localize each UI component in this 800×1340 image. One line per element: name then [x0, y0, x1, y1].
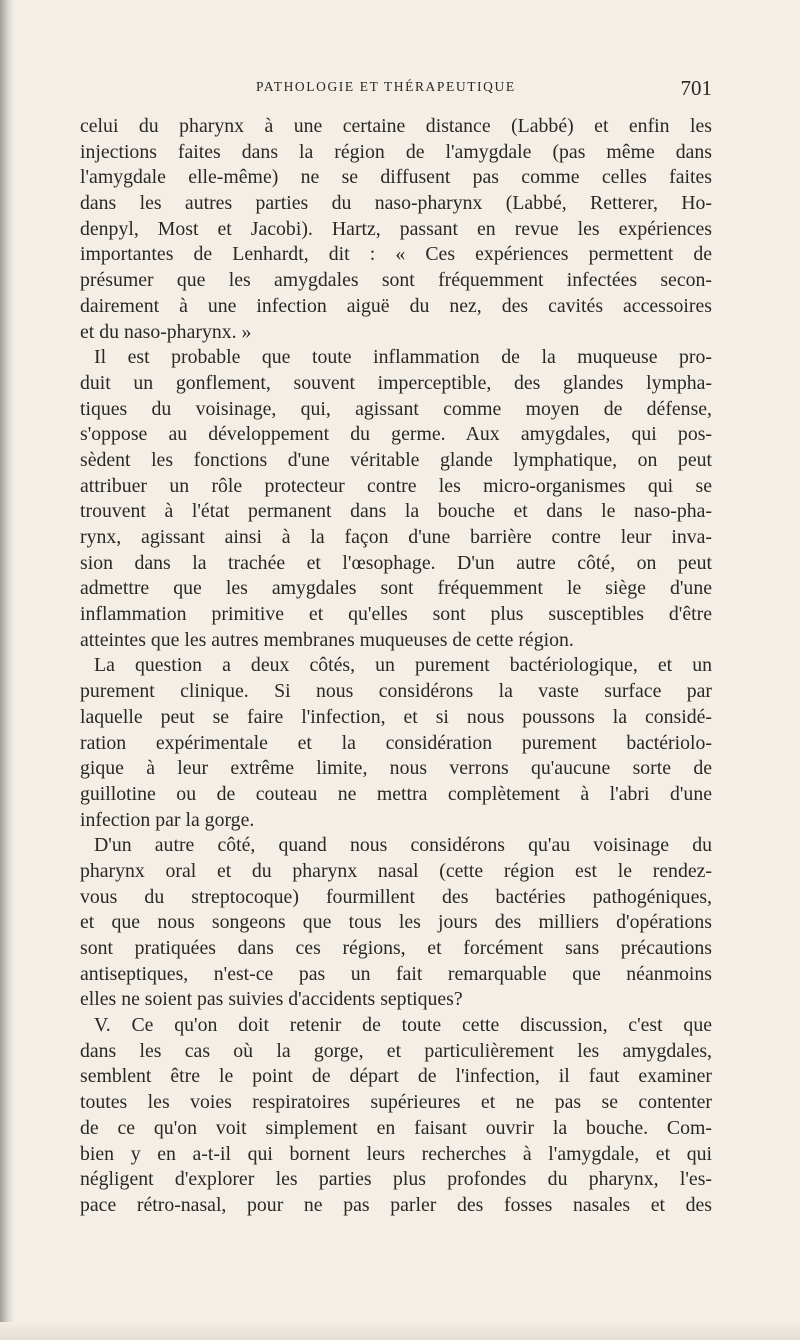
text-line: et du naso-pharynx. » — [80, 320, 252, 343]
text-line: toutes les voies respiratoires supérieures et ne pas se contenter — [80, 1091, 712, 1114]
text-line: sèdent les fonctions d'une véritable glande lymphatique, on peut — [80, 448, 712, 471]
text-line: rynx, agissant ainsi à la façon d'une barrière contre leur inva- — [80, 526, 712, 548]
text-line: dans les cas où la gorge, et particulièrement les amygdales, — [80, 1039, 712, 1062]
text-line: denpyl, Most et Jacobi). Hartz, passant en revue les expériences — [80, 217, 712, 240]
text-line: elles ne soient pas suivies d'accidents septiques? — [80, 988, 463, 1011]
text-line: et que nous songeons que tous les jours des milliers d'opérations — [80, 911, 712, 934]
text-line: laquelle peut se faire l'infection, et si nous poussons la considé- — [80, 705, 712, 728]
text-line: importantes de Lenhardt, dit : « Ces expériences permettent de — [80, 243, 712, 266]
text-line: guillotine ou de couteau ne mettra complètement à l'abri d'une — [80, 782, 712, 805]
page-header — [80, 76, 712, 104]
text-line: vous du streptocoque) fourmillent des bactéries pathogéniques, — [80, 885, 712, 908]
text-line: semblent être le point de départ de l'infection, il faut examiner — [80, 1065, 712, 1088]
text-line: dans les autres parties du naso-pharynx (Labbé, Retterer, Ho- — [80, 192, 712, 215]
text-line: purement clinique. Si nous considérons la vaste surface par — [80, 680, 712, 703]
text-line: sont pratiquées dans ces régions, et forcément sans précautions — [80, 937, 712, 959]
text-line: celui du pharynx à une certaine distance (Labbé) et enfin les — [80, 115, 712, 137]
text-line: bien y en a-t-il qui bornent leurs recherches à l'amygdale, et qui — [80, 1142, 712, 1165]
text-line: pace rétro-nasal, pour ne pas parler des fosses nasales et des — [80, 1193, 712, 1216]
text-line: duit un gonflement, souvent imperceptible, des glandes lympha- — [80, 371, 712, 394]
text-line: s'oppose au développement du germe. Aux amygdales, qui pos- — [80, 423, 712, 446]
text-line: injections faites dans la région de l'amygdale (pas même dans — [80, 140, 712, 163]
text-line: pharynx oral et du pharynx nasal (cette région est le rendez- — [80, 859, 712, 882]
text-line: négligent d'explorer les parties plus profondes du pharynx, l'es- — [80, 1168, 712, 1191]
text-line: La question a deux côtés, un purement bactériologique, et un — [94, 654, 712, 677]
text-line: attribuer un rôle protecteur contre les micro-organismes qui se — [80, 474, 712, 497]
text-line: tiques du voisinage, qui, agissant comme moyen de défense, — [80, 397, 712, 420]
text-line: V. Ce qu'on doit retenir de toute cette discussion, c'est que — [94, 1014, 712, 1037]
body-text — [80, 114, 712, 1219]
text-line: de ce qu'on voit simplement en faisant ouvrir la bouche. Com- — [80, 1116, 712, 1139]
text-line: ration expérimentale et la considération purement bactériolo- — [80, 731, 712, 754]
text-line: Il est probable que toute inflammation de la muqueuse pro- — [94, 346, 712, 369]
text-line: antiseptiques, n'est-ce pas un fait remarquable que néanmoins — [80, 962, 712, 985]
binding-edge — [0, 0, 14, 1340]
running-title: PATHOLOGIE ET THÉRAPEUTIQUE — [256, 79, 516, 94]
text-line: l'amygdale elle-même) ne se diffusent pas comme celles faites — [80, 166, 712, 189]
text-line: sion dans la trachée et l'œsophage. D'un autre côté, on peut — [80, 551, 712, 574]
text-line: admettre que les amygdales sont fréquemment le siège d'une — [80, 577, 712, 600]
text-line: dairement à une infection aiguë du nez, des cavités accessoires — [80, 294, 712, 317]
text-line: atteintes que les autres membranes muqueuses de cette région. — [80, 628, 574, 651]
page-bottom-edge — [0, 1322, 800, 1340]
text-line: inflammation primitive et qu'elles sont plus susceptibles d'être — [80, 603, 712, 626]
text-line: présumer que les amygdales sont fréquemment infectées secon- — [80, 269, 712, 292]
text-line: infection par la gorge. — [80, 808, 255, 831]
text-line: trouvent à l'état permanent dans la bouche et dans le naso-pha- — [80, 500, 712, 523]
page-number: 701 — [680, 76, 712, 100]
text-line: D'un autre côté, quand nous considérons qu'au voisinage du — [94, 834, 712, 857]
text-line: gique à leur extrême limite, nous verrons qu'aucune sorte de — [80, 757, 712, 780]
